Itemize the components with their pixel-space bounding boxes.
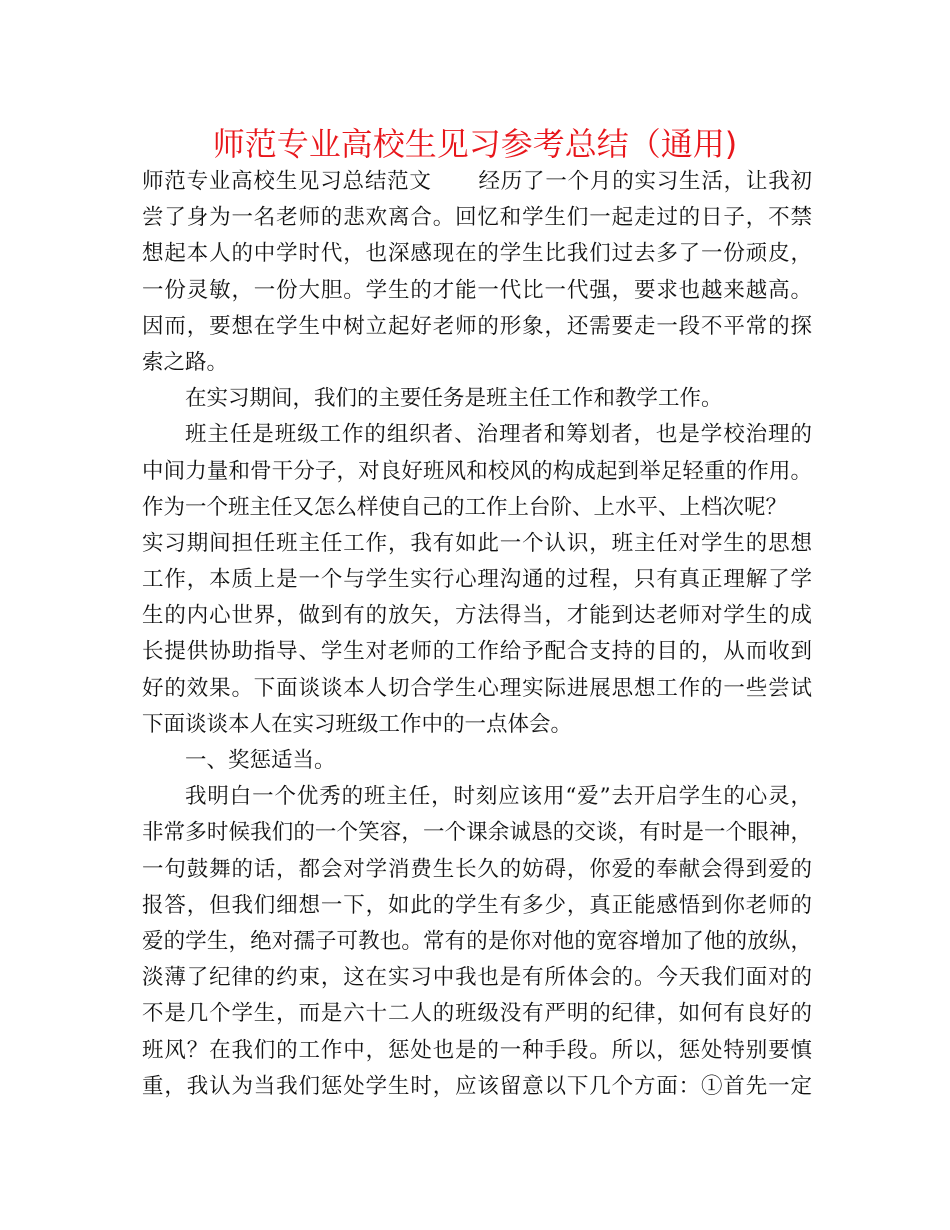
document-subtitle: 师范专业高校生见习总结范文 <box>142 169 432 194</box>
paragraph-3-line-4: 实习期间担任班主任工作，我有如此一个认识，班主任对学生的思想 <box>142 530 812 556</box>
paragraph-1-line-5: 因而，要想在学生中树立起好老师的形象，还需要走一段不平常的探 <box>142 313 812 339</box>
paragraph-3-line-2: 中间力量和骨干分子，对良好班风和校风的构成起到举足轻重的作用。 <box>142 458 812 484</box>
paragraph-1-line-4: 一份灵敏，一份大胆。学生的才能一代比一代强，要求也越来越高。 <box>142 277 812 303</box>
paragraph-3-line-8: 好的效果。下面谈谈本人切合学生心理实际进展思想工作的一些尝试 <box>142 675 812 701</box>
document-body <box>142 164 812 1105</box>
paragraph-3-line-6: 生的内心世界，做到有的放矢，方法得当，才能到达老师对学生的成 <box>142 603 812 629</box>
paragraph-5-line-9: 重，我认为当我们惩处学生时，应该留意以下几个方面：①首先一定 <box>142 1073 812 1099</box>
paragraph-3-line-1: 班主任是班级工作的组织者、治理者和筹划者，也是学校治理的 <box>185 422 812 448</box>
paragraph-5-line-4: 报答，但我们细想一下，如此的学生有多少，真正能感悟到你老师的 <box>142 892 812 918</box>
section-heading-1: 一、奖惩适当。 <box>185 748 336 773</box>
paragraph-5-line-5: 爱的学生，绝对孺子可教也。常有的是你对他的宽容增加了他的放纵， <box>142 928 812 954</box>
paragraph-2-line-1: 在实习期间，我们的主要任务是班主任工作和教学工作。 <box>185 386 723 412</box>
paragraph-1-line-2: 尝了身为一名老师的悲欢离合。回忆和学生们一起走过的日子，不禁 <box>142 205 812 231</box>
paragraph-5-line-2: 非常多时候我们的一个笑容，一个课余诚恳的交谈，有时是一个眼神， <box>142 820 812 846</box>
paragraph-1-line-3: 想起本人的中学时代，也深感现在的学生比我们过去多了一份顽皮， <box>142 241 812 267</box>
paragraph-3-line-9: 下面谈谈本人在实习班级工作中的一点体会。 <box>142 711 573 737</box>
paragraph-3-line-5: 工作，本质上是一个与学生实行心理沟通的过程，只有真正理解了学 <box>142 567 812 593</box>
paragraph-5-line-6: 淡薄了纪律的约束，这在实习中我也是有所体会的。今天我们面对的 <box>142 965 812 991</box>
paragraph-5-line-7: 不是几个学生，而是六十二人的班级没有严明的纪律，如何有良好的 <box>142 1001 812 1027</box>
paragraph-5-line-1: 我明白一个优秀的班主任，时刻应该用“爱”去开启学生的心灵， <box>185 784 812 810</box>
paragraph-5-line-8: 班风？在我们的工作中，惩处也是的一种手段。所以，惩处特别要慎 <box>142 1037 812 1063</box>
document-title: 师范专业高校生见习参考总结（通用) <box>212 125 738 163</box>
paragraph-5-line-3: 一句鼓舞的话，都会对学消费生长久的妨碍，你爱的奉献会得到爱的 <box>142 856 812 882</box>
paragraph-1-line-6: 索之路。 <box>142 349 229 375</box>
paragraph-3-line-3: 作为一个班主任又怎么样使自己的工作上台阶、上水平、上档次呢？ <box>142 494 788 520</box>
paragraph-3-line-7: 长提供协助指导、学生对老师的工作给予配合支持的目的，从而收到 <box>142 639 812 665</box>
paragraph-1-line-1: 师范专业高校生见习总结范文 经历了一个月的实习生活，让我初 <box>142 169 812 194</box>
